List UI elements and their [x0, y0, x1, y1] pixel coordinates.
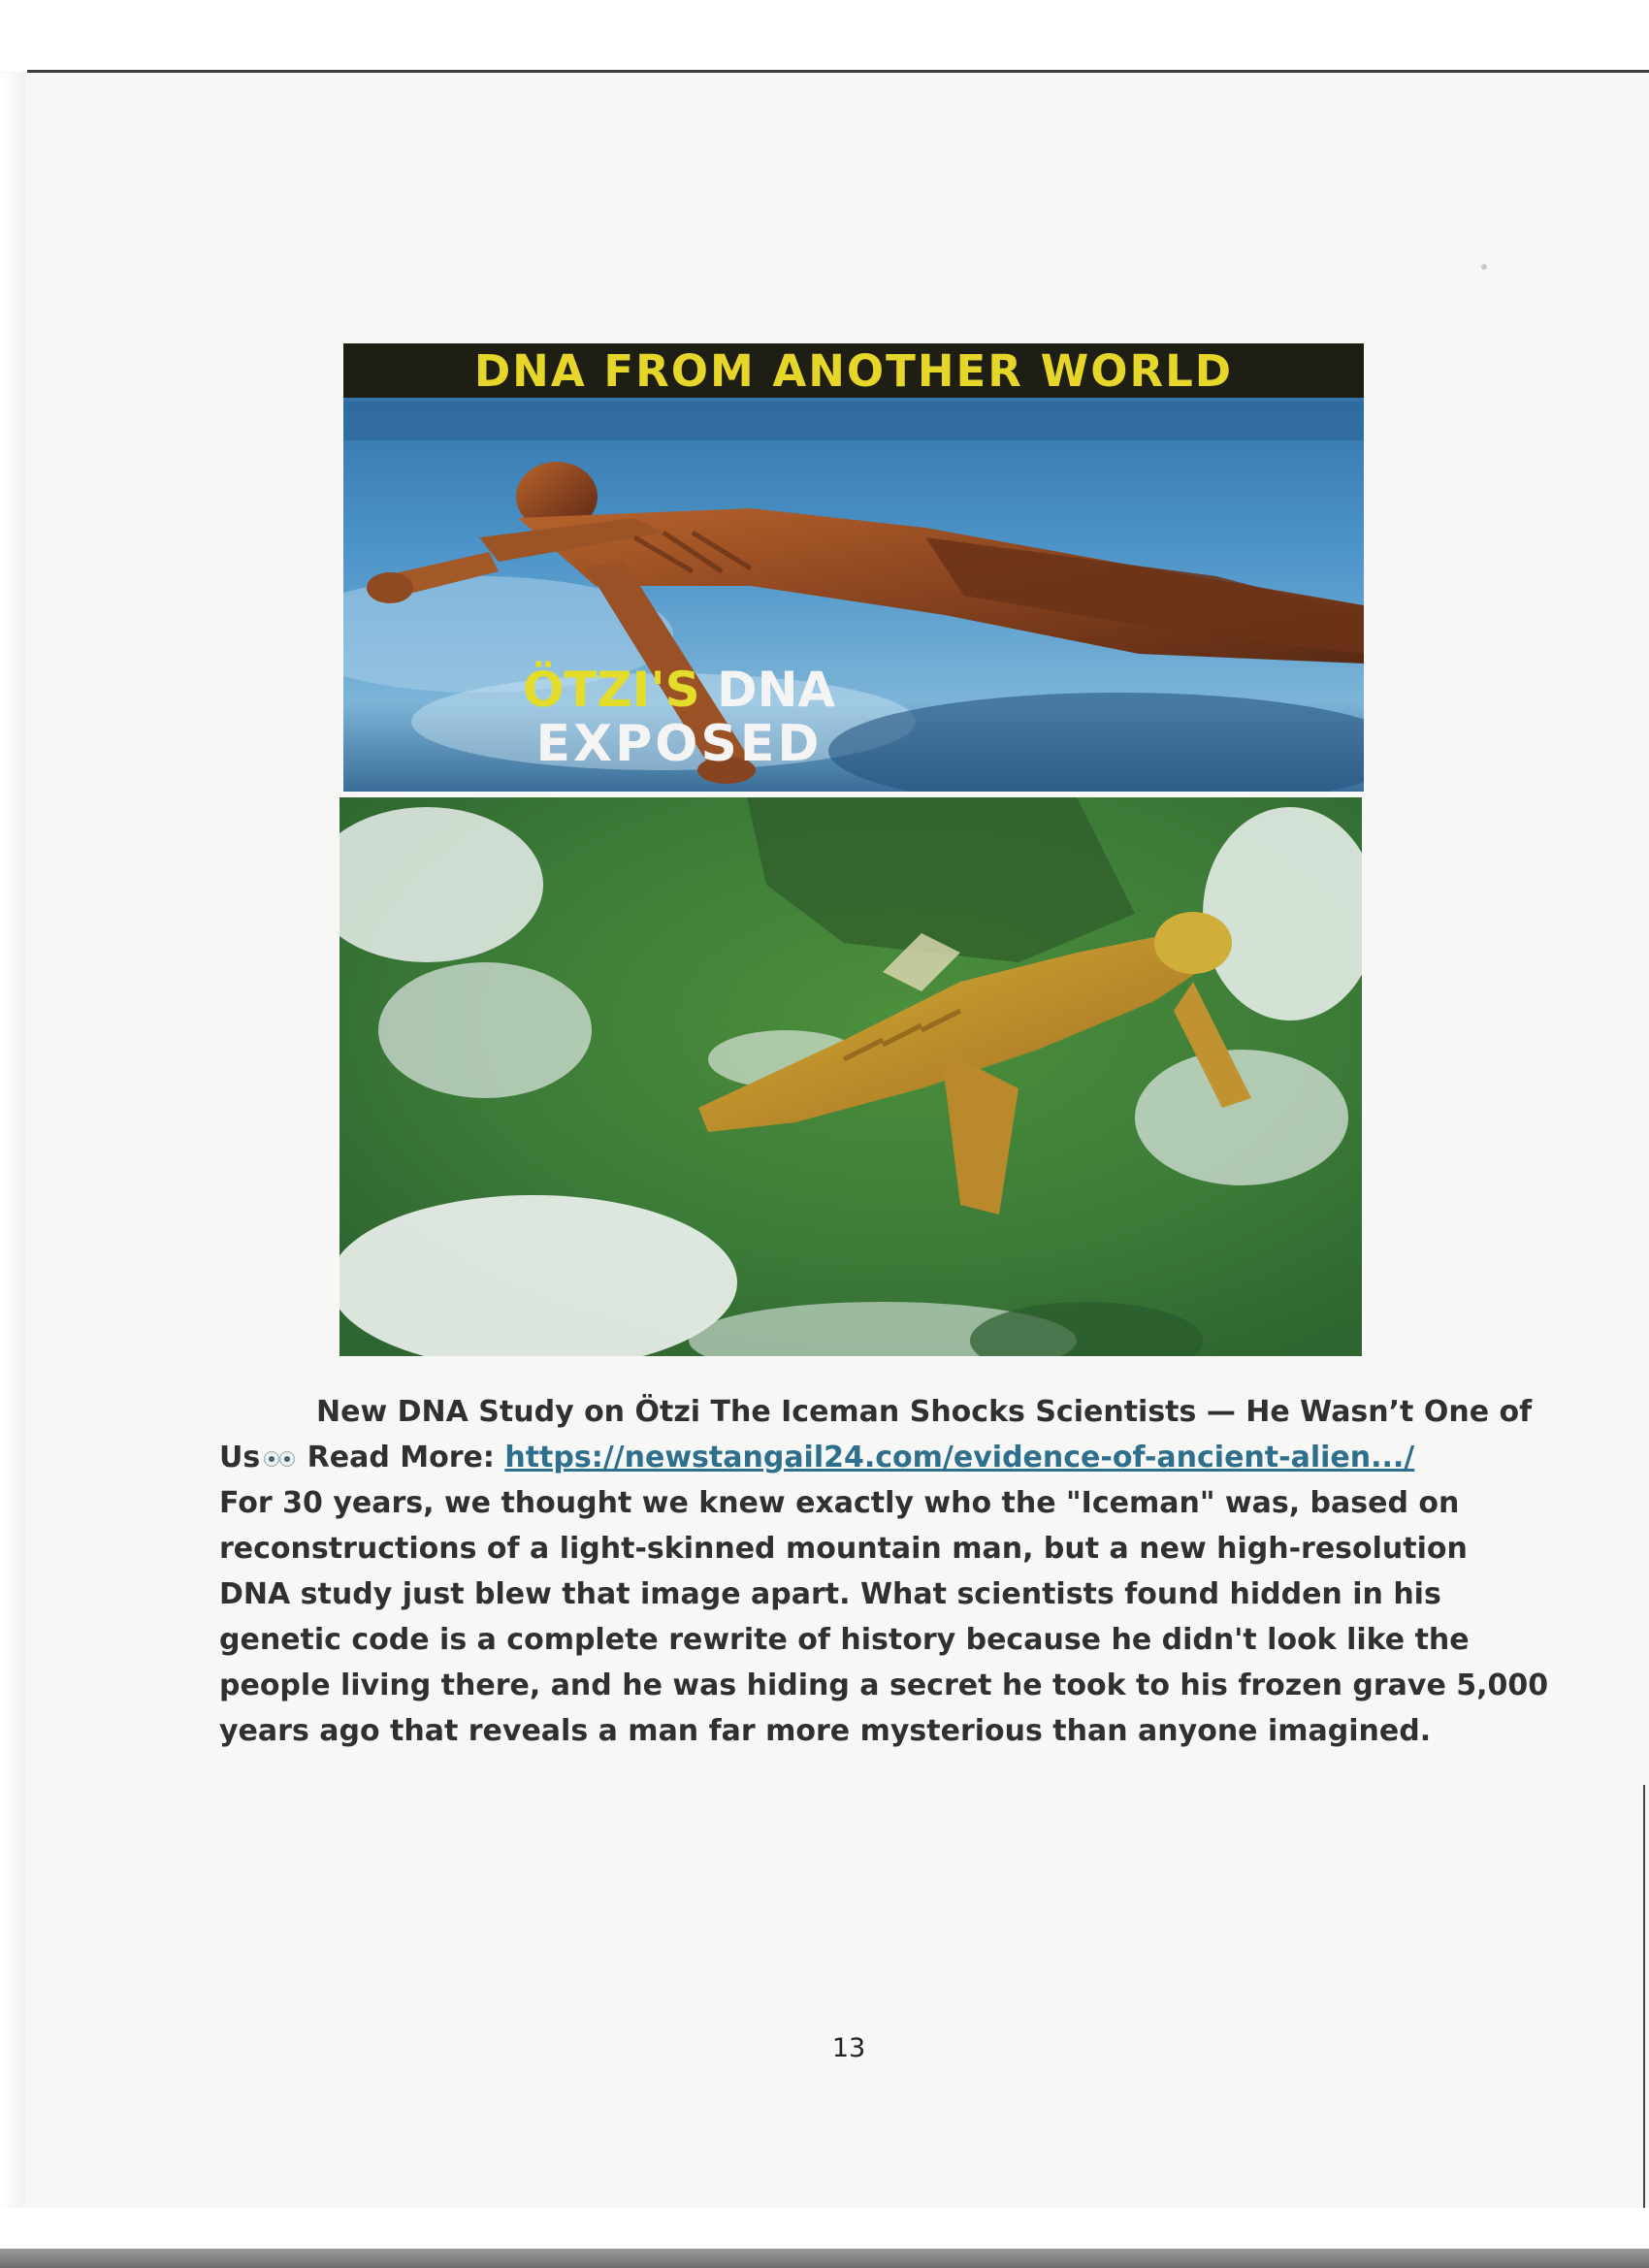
- body-line: genetic code is a complete rewrite of history because he didn't look like the: [219, 1623, 1470, 1657]
- page-top-edge: [27, 70, 1649, 73]
- overlay-name: ÖTZI'S: [522, 662, 700, 718]
- scan-top-margin: [0, 0, 1649, 72]
- article-link[interactable]: https://newstangail24.com/evidence-of-ancient-alien.../: [504, 1441, 1415, 1474]
- read-more-label: Read More:: [307, 1441, 495, 1474]
- scan-left-shadow: [0, 73, 25, 2207]
- headline-end: Us: [219, 1441, 261, 1474]
- overlay-dna: DNA: [717, 662, 836, 718]
- body-line: years ago that reveals a man far more mysterious than anyone imagined.: [219, 1714, 1432, 1748]
- photo-overlay-title: [436, 664, 922, 772]
- page-number: 13: [831, 2033, 866, 2063]
- body-line: For 30 years, we thought we knew exactly who the "Iceman" was, based on: [219, 1486, 1460, 1520]
- headline-line: New DNA Study on Ötzi The Iceman Shocks Scientists — He Wasn’t One of: [316, 1395, 1533, 1429]
- article-caption: [219, 1389, 1549, 1754]
- scan-bottom-edge: [0, 2249, 1649, 2268]
- scan-speck: [1481, 264, 1487, 270]
- headline-line-2: [219, 1435, 1509, 1480]
- body-line: DNA study just blew that image apart. What scientists found hidden in his: [219, 1577, 1441, 1611]
- green-ice-photo-art: [340, 797, 1362, 1356]
- green-ice-photo: [340, 797, 1362, 1356]
- banner-text: DNA FROM ANOTHER WORLD: [473, 344, 1234, 397]
- overlay-line-1: [436, 664, 922, 717]
- eyes-emoji-icon: [260, 1449, 297, 1469]
- page-right-edge: [1643, 1785, 1645, 2251]
- photo-banner: [343, 343, 1364, 398]
- overlay-exposed: EXPOSED: [535, 715, 823, 773]
- body-line: reconstructions of a light-skinned mountain man, but a new high-resolution: [219, 1532, 1468, 1566]
- body-line: people living there, and he was hiding a secret he took to his frozen grave 5,000: [219, 1669, 1549, 1702]
- scan-bottom-margin: [0, 2208, 1649, 2249]
